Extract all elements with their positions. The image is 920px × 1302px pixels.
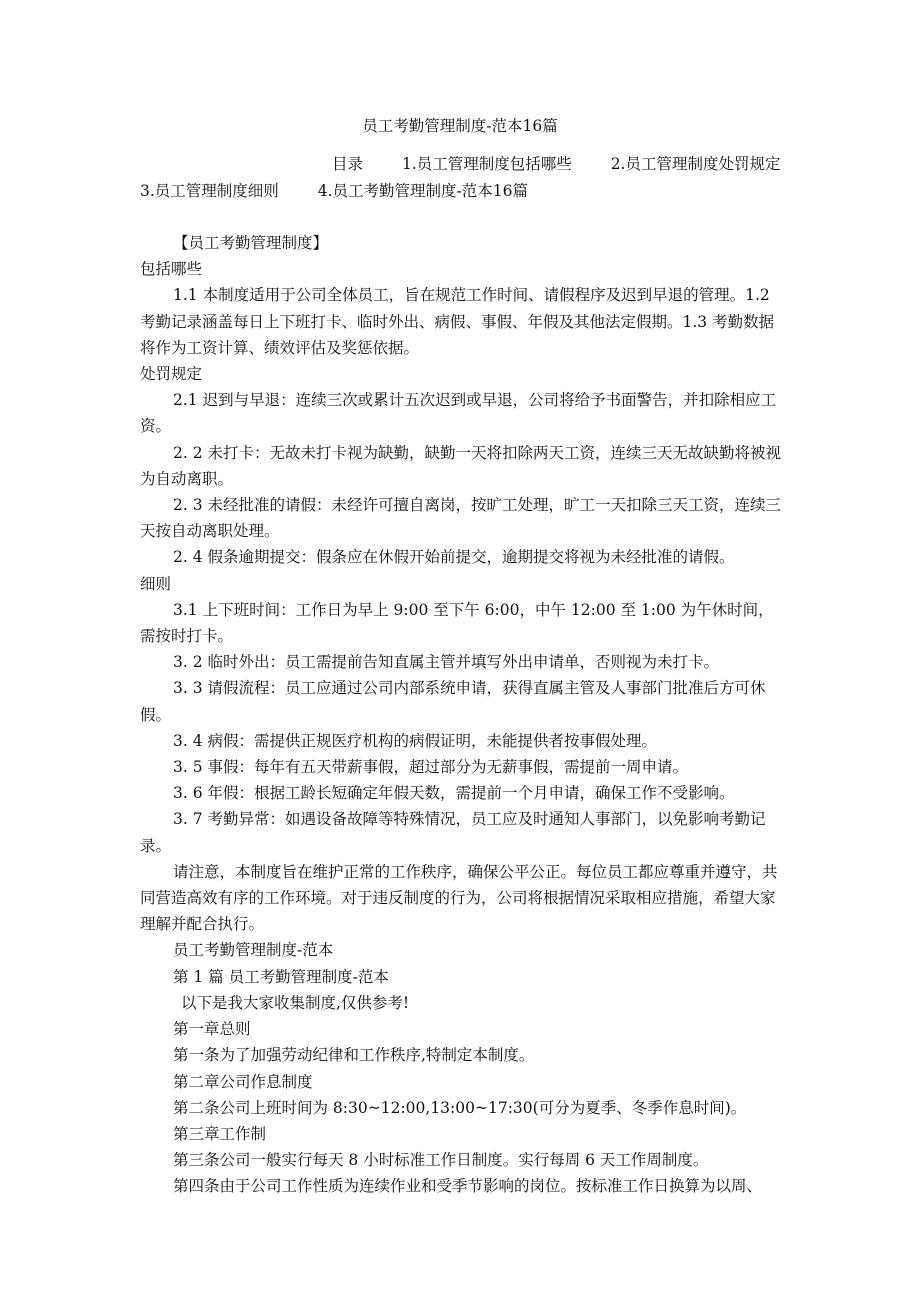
list-item: 2. 2 未打卡：无故未打卡视为缺勤，缺勤一天将扣除两天工资，连续三天无故缺勤将被视为自动离职。 <box>140 443 782 488</box>
toc-item-4[interactable]: 4.员工考勤管理制度-范本16篇 <box>317 182 528 200</box>
tail-line: 第二章公司作息制度 <box>173 1072 313 1091</box>
document-title: 员工考勤管理制度-范本16篇 <box>362 117 558 135</box>
list-item: 3.1 上下班时间：工作日为早上 9:00 至下午 6:00，中午 12:00 至 1:00 为午休时间，需按时打卡。 <box>140 600 774 646</box>
tail-line: 员工考勤管理制度-范本 <box>173 941 334 960</box>
section-1-text: 1.1 本制度适用于公司全体员工，旨在规范工作时间、请假程序及迟到早退的管理。1.2 考勤记录涵盖每日上下班打卡、临时外出、病假、事假、年假及其他法定假期。1.3 考勤数据将作为工资计算、绩效评估及奖惩依据。 <box>140 286 775 357</box>
section-header: 【员工考勤管理制度】 <box>173 234 329 252</box>
list-item: 2.1 迟到与早退：连续三次或累计五次迟到或早退，公司将给予书面警告，并扣除相应工资。 <box>140 391 777 436</box>
section-heading-2: 处罚规定 <box>140 365 203 384</box>
tail-line: 以下是我大家收集制度,仅供参考! <box>181 993 410 1012</box>
closing-paragraph: 请注意，本制度旨在维护正常的工作秩序，确保公平公正。每位员工都应尊重并遵守，共同营造高效有序的工作环境。对于违反制度的行为，公司将根据情况采取相应措施，希望大家理解并配合执行。 <box>140 862 778 934</box>
toc-line-2 <box>140 179 562 201</box>
toc-item-2[interactable]: 2.员工管理制度处罚规定 <box>610 155 781 173</box>
section-heading-3: 细则 <box>140 574 172 593</box>
tail-line: 第四条由于公司工作性质为连续作业和受季节影响的岗位。按标准工作日换算为以周、 <box>173 1177 763 1196</box>
list-item: 2. 3 未经批准的请假：未经许可擅自离岗，按旷工处理，旷工一天扣除三天工资，连续三天按自动离职处理。 <box>140 496 782 541</box>
tail-line: 第一章总则 <box>173 1020 251 1039</box>
toc-line-1 <box>332 152 814 174</box>
list-item: 3. 7 考勤异常：如遇设备故障等特殊情况，员工应及时通知人事部门，以免影响考勤记录。 <box>140 810 766 855</box>
document-body <box>140 230 782 1200</box>
toc-label: 目录 <box>332 155 364 173</box>
list-item: 3. 3 请假流程：员工应通过公司内部系统申请，获得直属主管及人事部门批准后方可休假。 <box>140 679 766 724</box>
tail-line: 第三条公司一般实行每天 8 小时标准工作日制度。实行每周 6 天工作周制度。 <box>173 1151 709 1170</box>
list-item: 3. 2 临时外出：员工需提前告知直属主管并填写外出申请单，否则视为未打卡。 <box>173 653 720 672</box>
toc-item-3[interactable]: 3.员工管理制度细则 <box>140 182 279 200</box>
list-item: 3. 4 病假：需提供正规医疗机构的病假证明，未能提供者按事假处理。 <box>173 731 658 750</box>
toc-item-1[interactable]: 1.员工管理制度包括哪些 <box>401 155 572 173</box>
list-item: 2. 4 假条逾期提交：假条应在休假开始前提交，逾期提交将视为未经批准的请假。 <box>173 548 735 567</box>
list-item: 3. 5 事假：每年有五天带薪事假，超过部分为无薪事假，需提前一周申请。 <box>173 758 689 777</box>
tail-line: 第三章工作制 <box>173 1124 267 1143</box>
tail-line: 第一条为了加强劳动纪律和工作秩序,特制定本制度。 <box>173 1046 535 1065</box>
tail-line: 第 1 篇 员工考勤管理制度-范本 <box>173 967 389 986</box>
section-heading-1: 包括哪些 <box>140 260 203 279</box>
tail-line: 第二条公司上班时间为 8:30~12:00,13:00~17:30(可分为夏季、冬季作息时间)。 <box>173 1098 747 1117</box>
list-item: 3. 6 年假：根据工龄长短确定年假天数，需提前一个月申请，确保工作不受影响。 <box>173 784 735 803</box>
